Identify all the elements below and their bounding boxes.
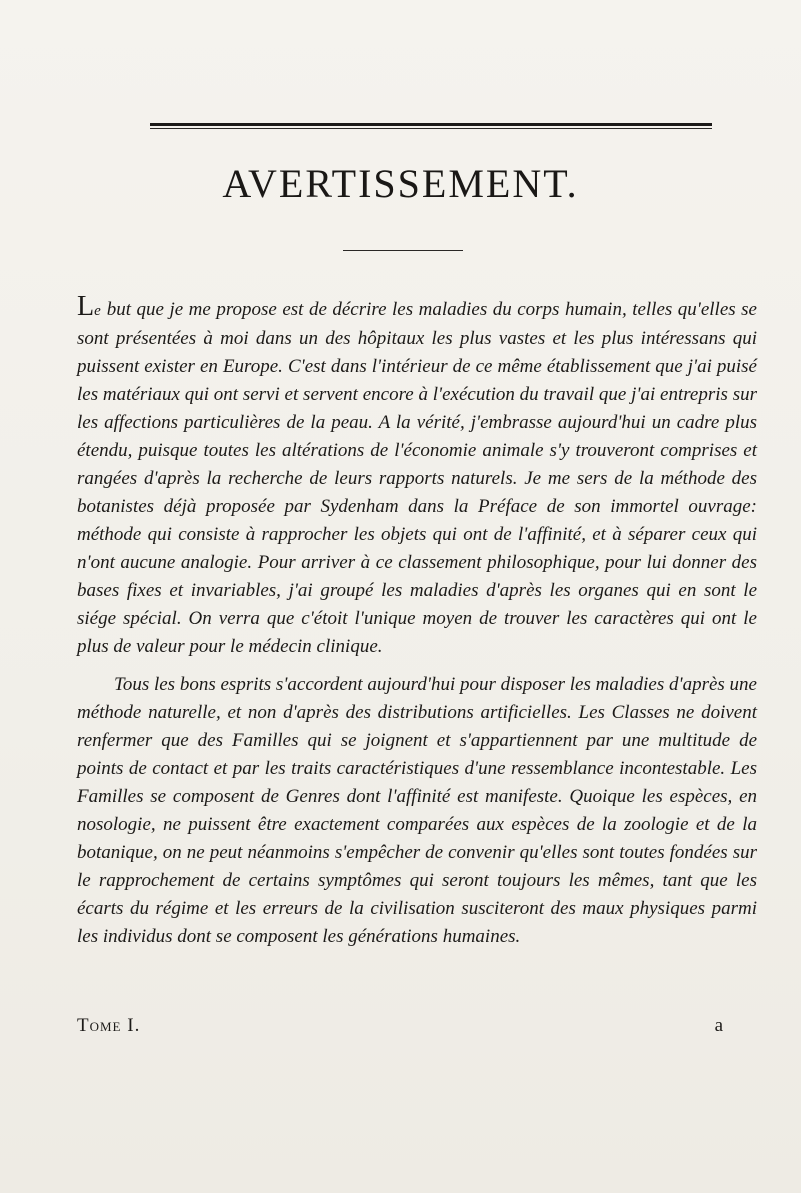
title-divider — [343, 250, 463, 251]
dropcap-smallcap: e — [94, 303, 102, 319]
paragraph-2: Tous les bons esprits s'accordent aujourd'hui pour disposer les maladies d'après une méthode naturelle, et non d'après des distributions artificielles. Les Classes ne doivent renfermer que des Familles qui se joignent et s'appartiennent par une multitude de points de contact et par les traits caractéristiques d'une ressemblance incontestable. Les Familles se composent de Genres dont l'affinité est manifeste. Quoique les espèces, en nosologie, ne puissent être exactement comparées aux espèces de la zoologie et de la botanique, on ne peut néanmoins s'empêcher de convenir qu'elles sont toutes fondées sur le rapprochement de certains symptômes qui seront toujours les mêmes, tant que les écarts du régime et les erreurs de la civilisation susciteront des maux physiques parmi les individus dont se composent les générations humaines. — [77, 674, 757, 947]
paragraph-1-text: but que je me propose est de décrire les maladies du corps humain, telles qu'elles se sont présentées à moi dans un des hôpitaux les plus vastes et les plus intéressans qui puissent exister en Europe. C'est dans l'intérieur de ce même établissement que j'ai puisé les matériaux qui ont servi et servent encore à l'exécution du travail que j'ai entrepris sur les affections particulières de la peau. A la vérité, j'embrasse aujourd'hui un cadre plus étendu, puisque toutes les altérations de l'économie animale s'y trouveront comprises et rangées d'après la recherche de leurs rapports naturels. Je me sers de la méthode des botanistes déjà proposée par Sydenham dans la Préface de son immortel ouvrage: méthode qui consiste à rapprocher les objets qui ont de l'affinité, et à séparer ceux qui n'ont aucune analogie. Pour arriver à ce classement philosophique, pour lui donner des bases fixes et invariables, j'ai groupé les maladies d'après les organes qui en sont le siége spécial. On verra que c'étoit l'unique moyen de trouver les caractères qui ont le plus de valeur pour le médecin clinique. — [77, 299, 757, 657]
dropcap-letter: L — [77, 291, 95, 322]
header-double-rule — [150, 123, 712, 129]
paragraph-1 — [77, 293, 757, 661]
header-rule-thick — [150, 123, 712, 126]
signature-mark: a — [714, 1015, 723, 1036]
body-text — [77, 293, 757, 951]
tome-label: Tome I. — [77, 1015, 141, 1036]
header-rule-thin — [150, 128, 712, 129]
page-title: AVERTISSEMENT. — [222, 161, 579, 206]
